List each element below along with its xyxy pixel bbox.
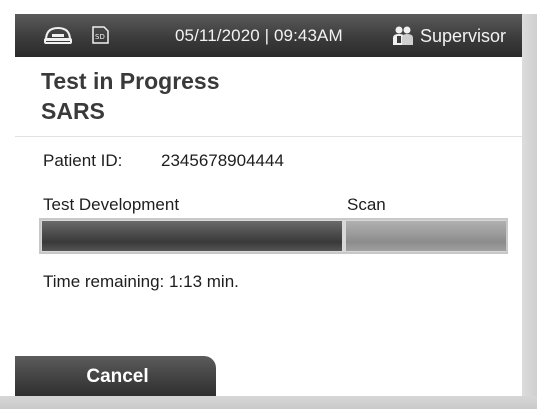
status-bar <box>15 14 524 57</box>
card-reader-icon <box>43 25 73 45</box>
cancel-button-label: Cancel <box>86 365 149 387</box>
test-status-title: Test in Progress <box>41 68 220 94</box>
bezel-bottom <box>0 396 537 409</box>
patient-id-label: Patient ID: <box>43 151 123 170</box>
date-time: 05/11/2020 | 09:43AM <box>175 26 343 45</box>
user-role: Supervisor <box>420 26 507 46</box>
bezel-right <box>522 14 537 409</box>
cancel-button[interactable] <box>15 356 216 397</box>
progress-segment-scan <box>346 221 506 251</box>
user-icon <box>392 25 414 46</box>
divider <box>15 136 522 137</box>
time-remaining: Time remaining: 1:13 min. <box>43 272 239 291</box>
progress-segment-development <box>42 221 342 251</box>
page-title <box>41 66 220 126</box>
stage-test-development-label: Test Development <box>43 195 180 214</box>
test-progress-bar <box>39 218 508 254</box>
sd-card-icon <box>92 26 109 44</box>
patient-id-value: 2345678904444 <box>161 151 284 170</box>
svg-text:SD: SD <box>95 33 105 41</box>
test-name: SARS <box>41 98 105 124</box>
stage-scan-label: Scan <box>347 195 386 214</box>
